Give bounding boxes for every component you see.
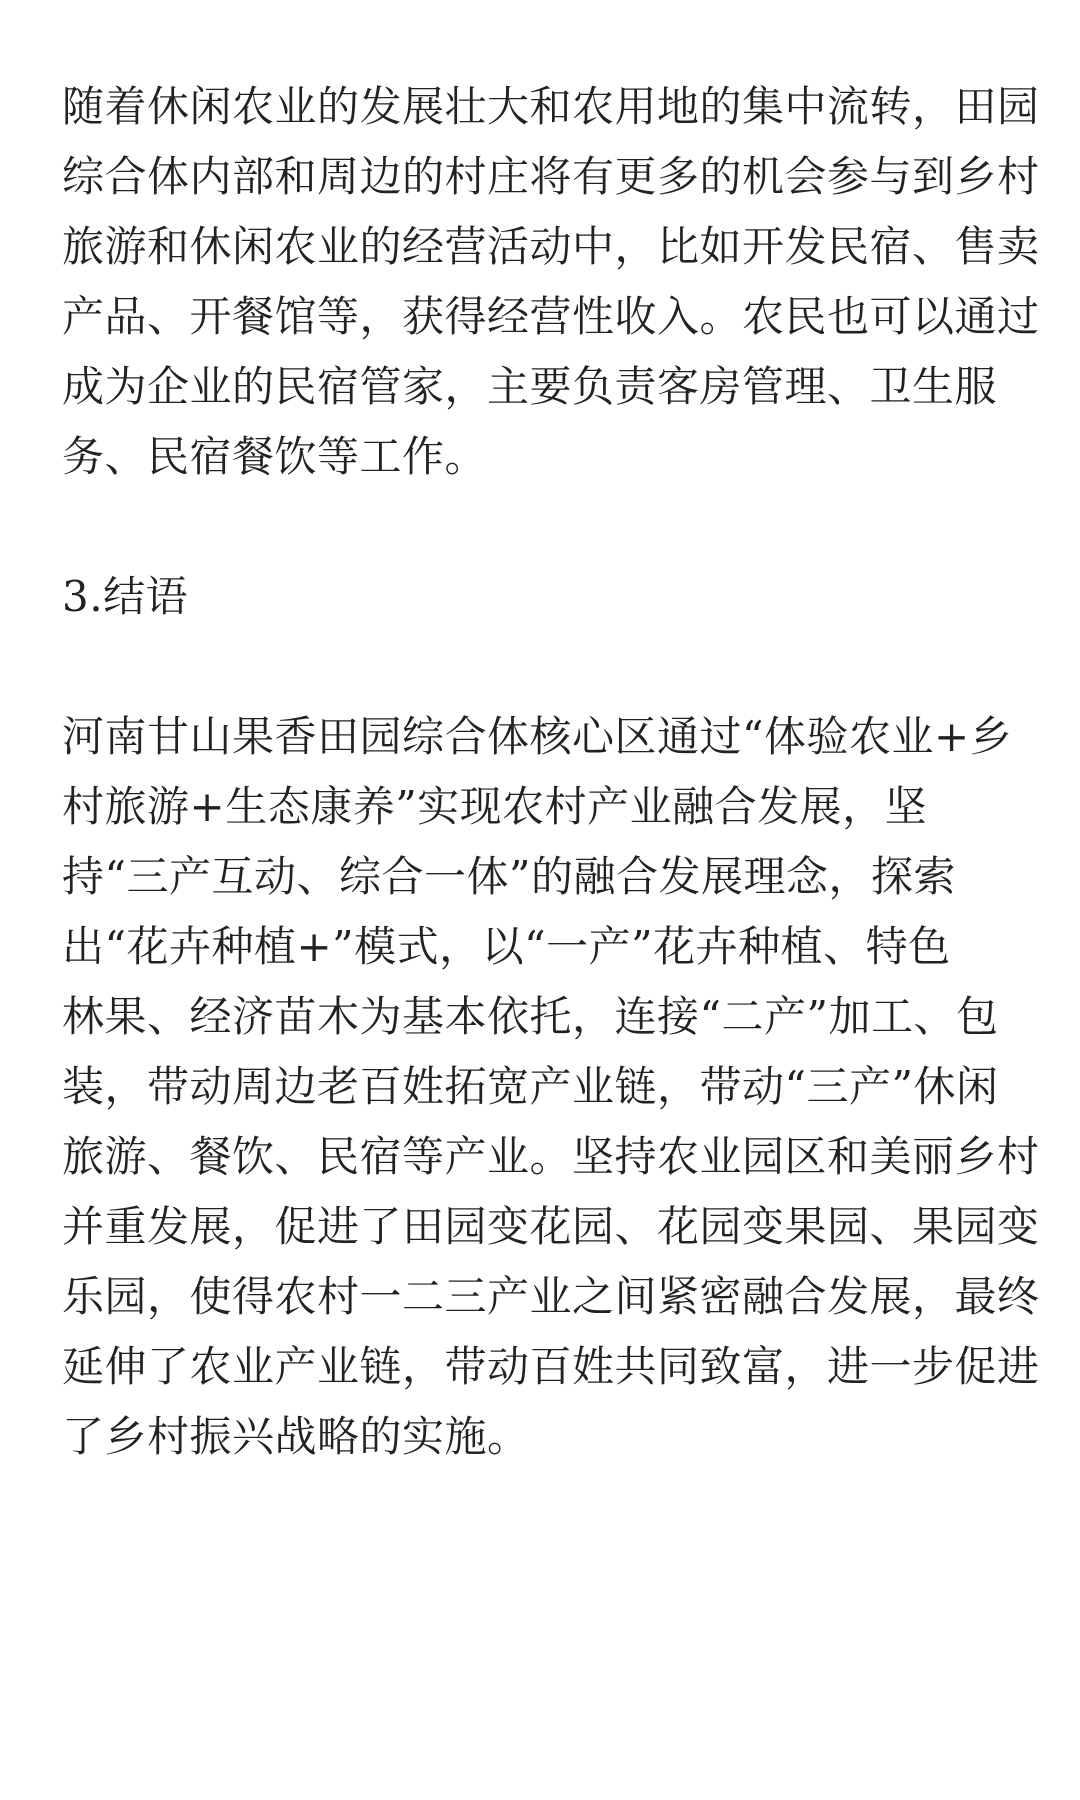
text-line: 乐园，使得农村一二三产业之间紧密融合发展，最终 bbox=[62, 1272, 1040, 1321]
text-line: 延伸了农业产业链，带动百姓共同致富，进一步促进 bbox=[62, 1342, 1040, 1391]
text-line: 河南甘山果香田园综合体核心区通过“体验农业+乡 bbox=[62, 712, 1013, 761]
paragraph-leisure-agriculture bbox=[62, 72, 1040, 492]
text-line: 了乡村振兴战略的实施。 bbox=[62, 1412, 530, 1461]
text-line: 村旅游+生态康养”实现农村产业融合发展，坚 bbox=[62, 782, 928, 831]
section-heading bbox=[62, 562, 1018, 632]
text-line: 旅游、餐饮、民宿等产业。坚持农业园区和美丽乡村 bbox=[62, 1132, 1040, 1181]
text-line: 旅游和休闲农业的经营活动中，比如开发民宿、售卖 bbox=[62, 222, 1040, 271]
paragraph-conclusion bbox=[62, 702, 1040, 1472]
text-line: 装，带动周边老百姓拓宽产业链，带动“三产”休闲 bbox=[62, 1062, 999, 1111]
text-line: 产品、开餐馆等，获得经营性收入。农民也可以通过 bbox=[62, 292, 1040, 341]
section-heading-text: 3.结语 bbox=[62, 572, 189, 621]
paragraph-spacer bbox=[62, 492, 1018, 562]
text-line: 持“三产互动、综合一体”的融合发展理念，探索 bbox=[62, 852, 956, 901]
text-line: 综合体内部和周边的村庄将有更多的机会参与到乡村 bbox=[62, 152, 1040, 201]
paragraph-spacer bbox=[62, 632, 1018, 702]
text-line: 随着休闲农业的发展壮大和农用地的集中流转，田园 bbox=[62, 82, 1040, 131]
text-line: 成为企业的民宿管家，主要负责客房管理、卫生服 bbox=[62, 362, 998, 411]
text-line: 林果、经济苗木为基本依托，连接“二产”加工、包 bbox=[62, 992, 999, 1041]
text-line: 出“花卉种植+”模式，以“一产”花卉种植、特色 bbox=[62, 922, 951, 971]
text-line: 并重发展，促进了田园变花园、花园变果园、果园变 bbox=[62, 1202, 1040, 1251]
text-line: 务、民宿餐饮等工作。 bbox=[62, 432, 488, 481]
